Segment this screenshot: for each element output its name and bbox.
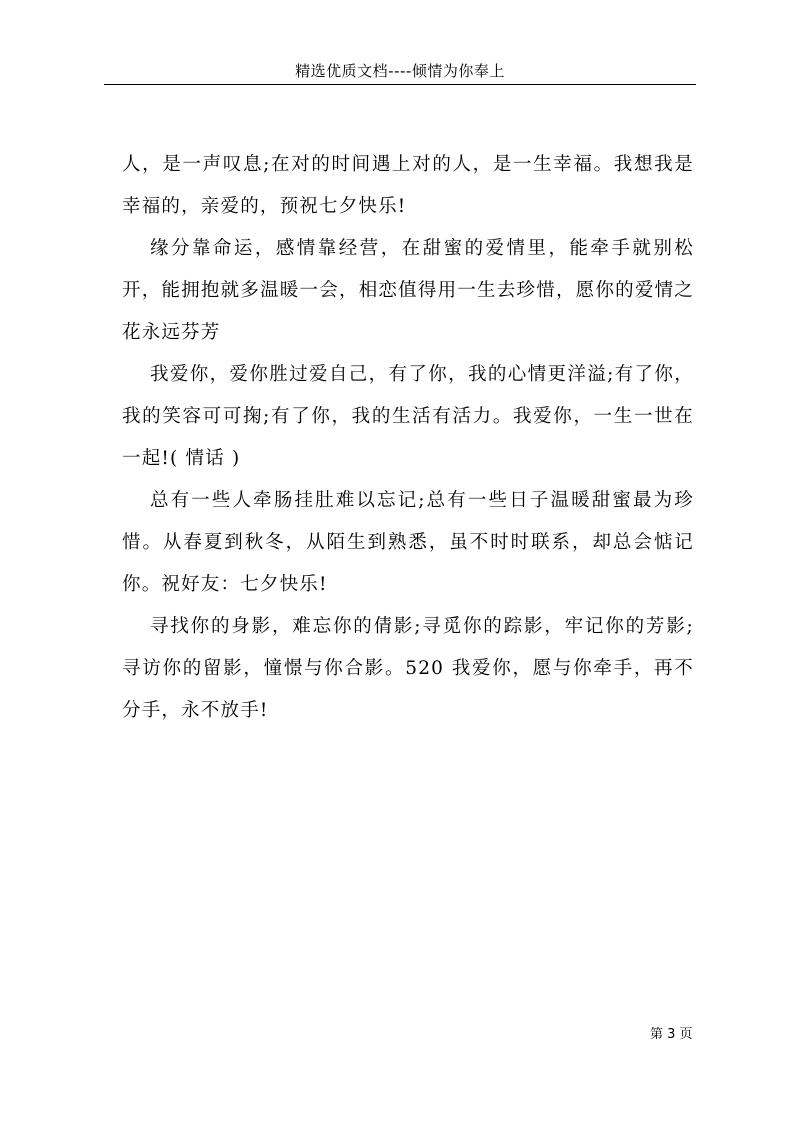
page-number: 第 3 页	[650, 1027, 693, 1042]
page-header-title: 精选优质文档----倾情为你奉上	[295, 62, 505, 80]
header-divider	[104, 84, 696, 85]
paragraph: 寻找你的身影，难忘你的倩影;寻觅你的踪影，牢记你的芳影;寻访你的留影，憧憬与你合影。520 我爱你，愿与你牵手，再不分手，永不放手!	[122, 616, 694, 721]
paragraph: 总有一些人牵肠挂肚难以忘记;总有一些日子温暖甜蜜最为珍惜。从春夏到秋冬，从陌生到熟悉，虽不时时联系，却总会惦记你。祝好友：七夕快乐!	[122, 490, 694, 595]
paragraph-continuation: 人，是一声叹息;在对的时间遇上对的人，是一生幸福。我想我是幸福的，亲爱的，预祝七夕快乐!	[122, 154, 694, 217]
paragraph: 我爱你，爱你胜过爱自己，有了你，我的心情更洋溢;有了你，我的笑容可可掬;有了你，我的生活有活力。我爱你，一生一世在一起!( 情话 )	[122, 364, 694, 469]
document-body	[122, 144, 694, 732]
paragraph: 缘分靠命运，感情靠经营，在甜蜜的爱情里，能牵手就别松开，能拥抱就多温暖一会，相恋值得用一生去珍惜，愿你的爱情之花永远芬芳	[122, 238, 694, 343]
